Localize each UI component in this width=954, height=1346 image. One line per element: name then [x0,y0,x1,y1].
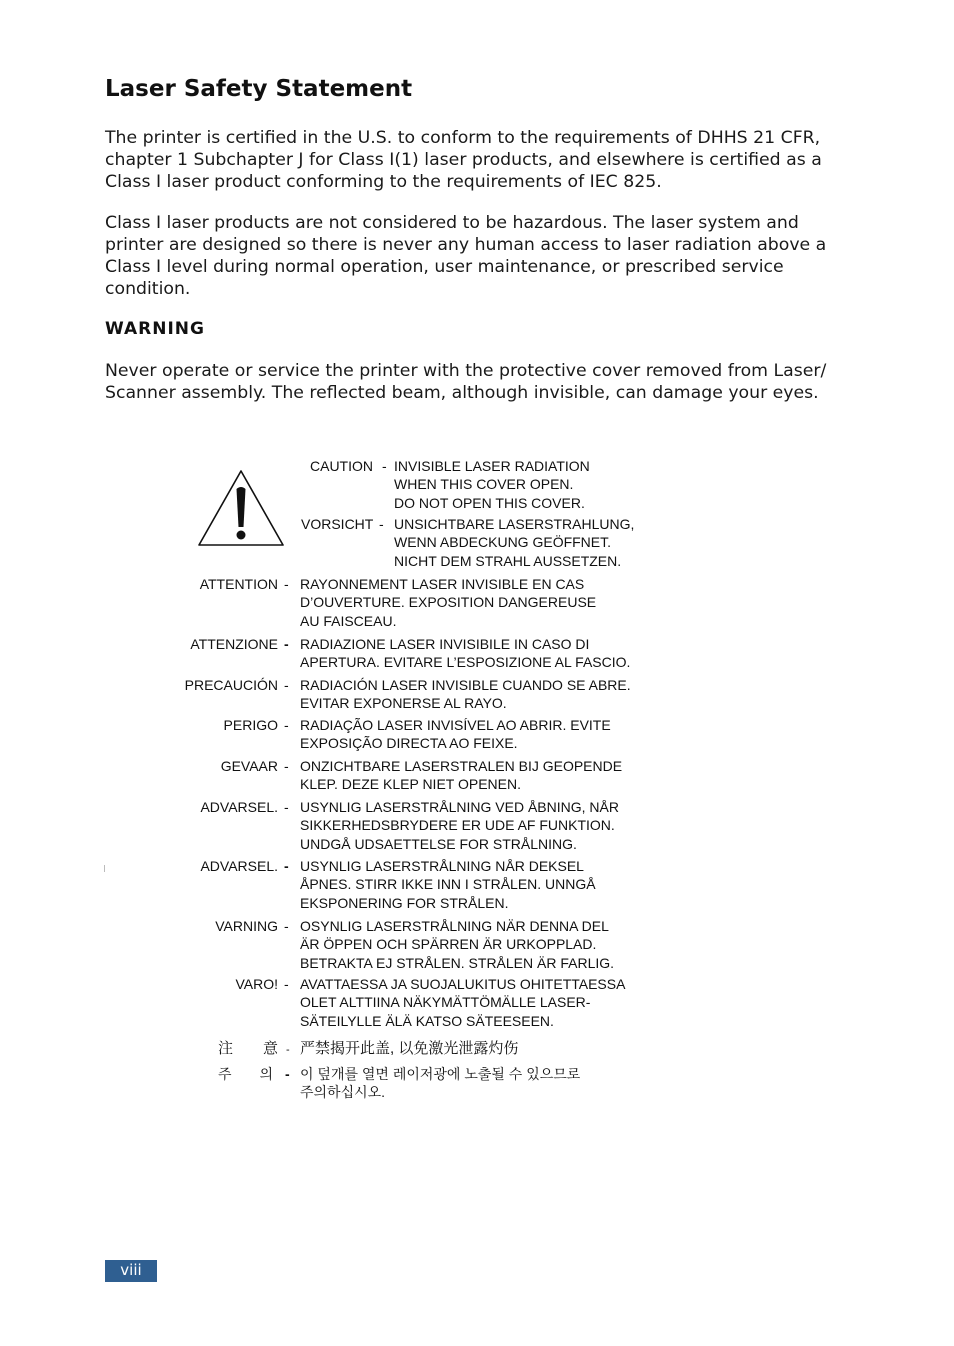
label-line: WHEN THIS COVER OPEN. [394,476,574,493]
label-term-vorsicht: VORSICHT [301,516,374,532]
label-text-vorsicht [394,515,634,570]
label-term-caution: CAUTION [310,458,373,474]
label-line: RADIAZIONE LASER INVISIBILE IN CASO DI [300,636,590,652]
label-term-attention: ATTENTION [199,576,278,592]
hazard-paragraph [105,212,865,300]
text-line: Scanner assembly. The reflected beam, although invisible, can damage your eyes. [105,383,819,403]
label-separator: - [284,677,289,693]
label-line: AVATTAESSA JA SUOJALUKITUS OHITETTAESSA [300,976,626,992]
label-line: NICHT DEM STRAHL AUSSETZEN. [394,552,622,569]
label-line: 주의하십시오. [300,1084,386,1101]
label-term-korean: 주 의 [218,1066,274,1082]
label-line: 严禁揭开此盖, 以免激光泄露灼伤 [300,1040,519,1057]
label-text-varning [300,917,614,972]
text-line: chapter 1 Subchapter J for Class I(1) laser products, and elsewhere is certified as a [105,150,822,170]
label-line: 이 덮개를 열면 레이저광에 노출될 수 있으므로 [300,1066,581,1082]
label-term-gevaar: GEVAAR [220,758,278,774]
label-separator: - [379,516,384,532]
text-line: condition. [105,279,191,299]
label-line: SÄTEILYLLE ÄLÄ KATSO SÄTEESEEN. [300,1012,554,1029]
warning-heading: WARNING [105,319,205,339]
label-line: OLET ALTTIINA NÄKYMÄTTÖMÄLLE LASER- [300,994,591,1011]
label-term-advarsel-no: ADVARSEL. [200,858,278,874]
label-line: DO NOT OPEN THIS COVER. [394,494,585,511]
warning-paragraph [105,360,865,404]
label-line: EVITAR EXPONERSE AL RAYO. [300,695,507,712]
label-separator: - [284,758,289,774]
certification-paragraph [105,127,865,193]
label-line: INVISIBLE LASER RADIATION [394,458,590,474]
label-term-advarsel-da: ADVARSEL. [200,799,278,815]
label-line: ÅPNES. STIRR IKKE INN I STRÅLEN. UNNGÅ [300,876,596,893]
label-line: UNDGÅ UDSAETTELSE FOR STRÅLNING. [300,835,577,852]
label-separator: - [284,717,289,733]
label-separator: - [284,799,289,815]
label-line: WENN ABDECKUNG GEÖFFNET. [394,534,612,551]
label-term-perigo: PERIGO [223,717,278,733]
label-line: EKSPONERING FOR STRÅLEN. [300,894,509,911]
label-term-varning: VARNING [215,918,278,934]
label-separator: - [382,458,387,474]
label-text-attenzione [300,635,630,672]
label-line: RAYONNEMENT LASER INVISIBLE EN CAS [300,576,585,592]
label-line: USYNLIG LASERSTRÅLNING NÅR DEKSEL [300,858,584,874]
page-title: Laser Safety Statement [105,76,413,102]
label-line: AU FAISCEAU. [300,612,397,629]
label-line: ONZICHTBARE LASERSTRALEN BIJ GEOPENDE [300,758,623,774]
label-term-chinese: 注 意 [218,1040,279,1057]
text-line: Class I level during normal operation, user maintenance, or prescribed service [105,257,784,277]
text-line: printer are designed so there is never any human access to laser radiation above a [105,235,827,255]
label-term-varo: VARO! [235,976,278,992]
label-separator: - [285,1066,290,1082]
label-separator: - [284,576,289,592]
label-text-precaucion [300,676,631,713]
label-line: USYNLIG LASERSTRÅLNING VED ÅBNING, NÅR [300,799,619,815]
label-text-advarsel-da [300,798,619,853]
label-line: BETRAKTA EJ STRÅLEN. STRÅLEN ÄR FARLIG. [300,954,615,971]
label-text-caution [394,457,590,512]
label-line: RADIACIÓN LASER INVISIBLE CUANDO SE ABRE. [300,677,631,693]
text-line: Class I laser products are not considered to be hazardous. The laser system and [105,213,799,233]
text-line: The printer is certified in the U.S. to conform to the requirements of DHHS 21 CFR, [105,128,821,148]
label-text-advarsel-no [300,857,596,912]
text-line: Class I laser product conforming to the requirements of IEC 825. [105,172,662,192]
label-separator: - [284,636,289,652]
page-number: viii [105,1260,157,1282]
label-text-perigo [300,716,611,753]
label-separator: - [284,858,289,874]
label-line: OSYNLIG LASERSTRÅLNING NÄR DENNA DEL [300,918,609,934]
label-line: UNSICHTBARE LASERSTRAHLUNG, [394,516,635,532]
label-line: EXPOSIÇÃO DIRECTA AO FEIXE. [300,735,518,752]
label-line: APERTURA. EVITARE L’ESPOSIZIONE AL FASCIO. [300,654,631,671]
label-separator: - [284,976,289,992]
label-separator: - [286,1044,290,1056]
label-text-korean [300,1065,580,1102]
warning-triangle-icon [197,469,285,547]
laser-caution-label [180,452,650,1112]
text-line: Never operate or service the printer with the protective cover removed from Laser/ [105,361,827,381]
label-line: RADIAÇÃO LASER INVISÍVEL AO ABRIR. EVITE [300,717,611,733]
label-term-precaucion: PRECAUCIÓN [184,677,278,693]
label-text-gevaar [300,757,622,794]
label-text-chinese [300,1040,518,1058]
label-text-varo [300,975,625,1030]
label-line: SIKKERHEDSBRYDERE ER UDE AF FUNKTION. [300,817,615,834]
label-line: D’OUVERTURE. EXPOSITION DANGEREUSE [300,594,597,611]
label-line: ÄR ÖPPEN OCH SPÄRREN ÄR URKOPPLAD. [300,936,597,953]
margin-mark [104,865,105,872]
label-separator: - [284,918,289,934]
label-text-attention [300,575,596,630]
label-line: KLEP. DEZE KLEP NIET OPENEN. [300,776,521,793]
label-term-attenzione: ATTENZIONE [190,636,278,652]
